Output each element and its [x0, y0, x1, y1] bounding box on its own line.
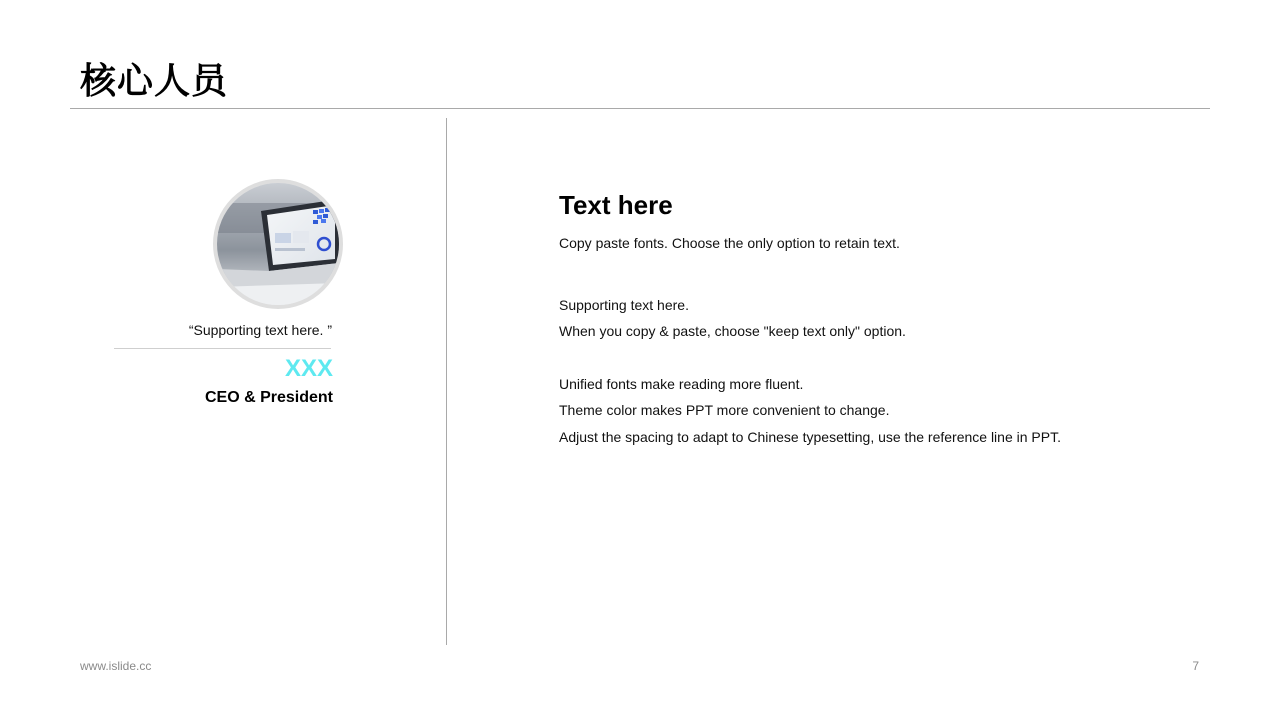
content-line: Supporting text here. — [559, 297, 689, 313]
footer-url: www.islide.cc — [80, 659, 152, 673]
profile-quote: “Supporting text here. ” — [188, 322, 332, 338]
title-underline — [70, 108, 1210, 109]
content-line: Copy paste fonts. Choose the only option to retain text. — [559, 235, 900, 251]
profile-photo — [213, 179, 343, 309]
content-heading: Text here — [559, 190, 673, 220]
content-line: Adjust the spacing to adapt to Chinese typesetting, use the reference line in PPT. — [559, 429, 1061, 445]
slide-title: 核心人员 — [80, 61, 229, 102]
laptop-photo-icon — [217, 183, 339, 305]
page-number: 7 — [1192, 659, 1199, 673]
content-line: When you copy & paste, choose "keep text only" option. — [559, 323, 906, 339]
content-line: Theme color makes PPT more convenient to change. — [559, 402, 890, 418]
person-name: XXX — [284, 355, 333, 382]
content-line: Unified fonts make reading more fluent. — [559, 376, 804, 392]
vertical-divider — [446, 118, 447, 645]
person-role: CEO & President — [204, 389, 333, 406]
quote-divider — [114, 348, 331, 349]
